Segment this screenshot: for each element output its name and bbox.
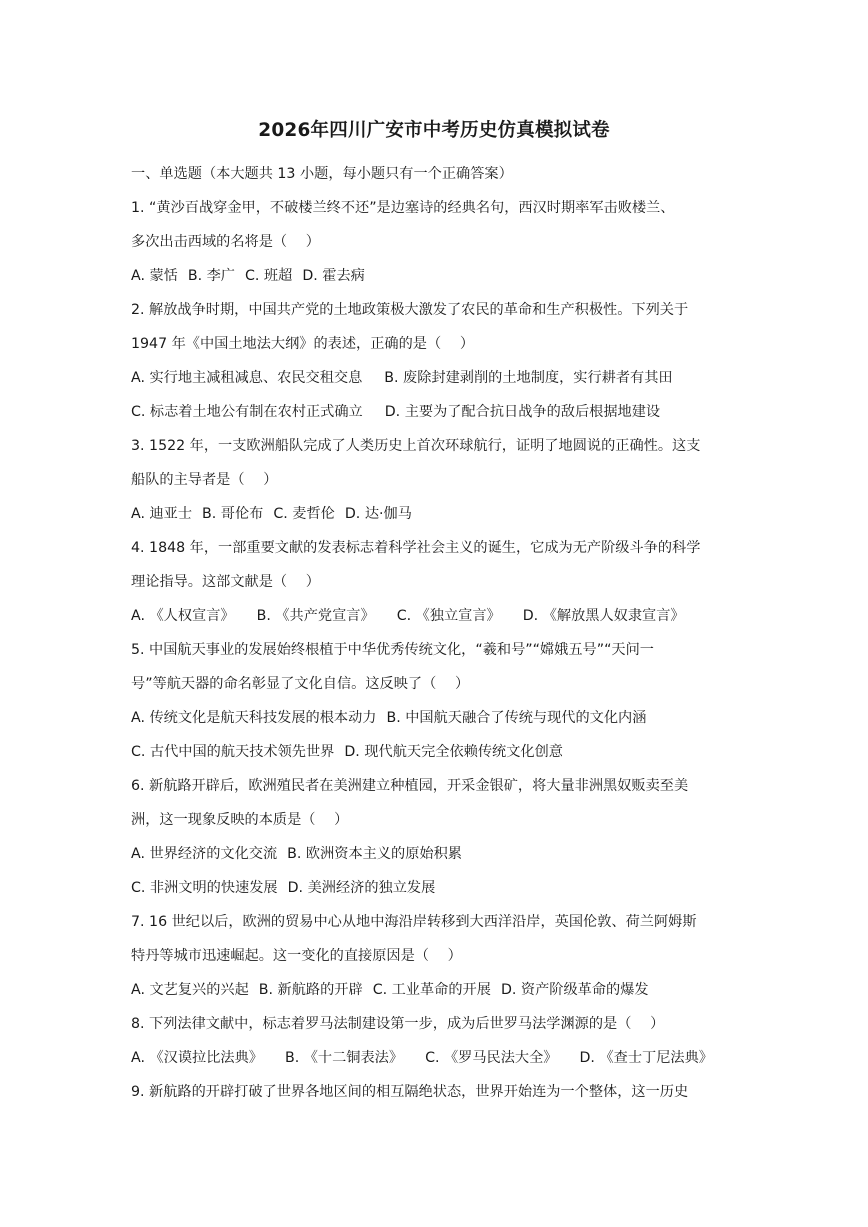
question-6-options-row-2 — [131, 871, 743, 905]
option-c: C. 古代中国的航天技术领先世界 — [131, 744, 335, 760]
question-1-line-2: 多次出击西域的名将是（ ） — [131, 234, 320, 250]
option-c: C. 标志着土地公有制在农村正式确立 — [131, 404, 363, 420]
question-1-line-1: 1. “黄沙百战穿金甲，不破楼兰终不还”是边塞诗的经典名句，西汉时期率军击败楼兰、 — [131, 200, 675, 216]
option-a: A. 《人权宣言》 — [131, 608, 235, 624]
option-c: C. 《罗马民法大全》 — [425, 1050, 558, 1066]
option-b: B. 新航路的开辟 — [258, 982, 363, 998]
option-c: C. 《独立宣言》 — [396, 608, 501, 624]
question-9-line-1: 9. 新航路的开辟打破了世界各地区间的相互隔绝状态，世界开始连为一个整体，这一历史 — [131, 1084, 689, 1100]
option-a: A. 实行地主减租减息、农民交租交息 — [131, 370, 363, 386]
option-c: C. 班超 — [245, 268, 293, 284]
option-c: C. 非洲文明的快速发展 — [131, 880, 278, 896]
question-4-options — [131, 599, 743, 633]
option-b: B. 欧洲资本主义的原始积累 — [287, 846, 462, 862]
exam-title: 2026年四川广安市中考历史仿真模拟试卷 — [258, 120, 610, 141]
option-c: C. 麦哲伦 — [273, 506, 335, 522]
option-b: B. 中国航天融合了传统与现代的文化内涵 — [386, 710, 647, 726]
question-3-line-2: 船队的主导者是（ ） — [131, 472, 278, 488]
question-1-options — [131, 259, 743, 293]
option-b: B. 《共产党宣言》 — [256, 608, 375, 624]
question-2-line-2: 1947 年《中国土地法大纲》的表述，正确的是（ ） — [131, 336, 475, 352]
question-4-line-1: 4. 1848 年，一部重要文献的发表标志着科学社会主义的诞生，它成为无产阶级斗争的科学 — [131, 540, 701, 556]
question-5-options-row-1 — [131, 701, 743, 735]
option-d: D. 主要为了配合抗日战争的敌后根据地建设 — [384, 404, 661, 420]
option-d: D. 美洲经济的独立发展 — [287, 880, 436, 896]
question-4-line-2: 理论指导。这部文献是（ ） — [131, 574, 320, 590]
option-b: B. 哥伦布 — [202, 506, 264, 522]
option-a: A. 传统文化是航天科技发展的根本动力 — [131, 710, 377, 726]
option-a: A. 文艺复兴的兴起 — [131, 982, 249, 998]
question-2-line-1: 2. 解放战争时期，中国共产党的土地政策极大激发了农民的革命和生产积极性。下列关于 — [131, 302, 689, 318]
option-d: D. 《查士丁尼法典》 — [579, 1050, 713, 1066]
question-8-line-1: 8. 下列法律文献中，标志着罗马法制建设第一步，成为后世罗马法学渊源的是（ ） — [131, 1016, 665, 1032]
question-7-options — [131, 973, 743, 1007]
question-6-line-1: 6. 新航路开辟后，欧洲殖民者在美洲建立种植园，开采金银矿，将大量非洲黑奴贩卖至美 — [131, 778, 689, 794]
question-2-options-row-2 — [131, 395, 743, 429]
section-heading: 一、单选题（本大题共 13 小题，每小题只有一个正确答案） — [131, 166, 513, 182]
option-a: A. 世界经济的文化交流 — [131, 846, 278, 862]
question-5-line-1: 5. 中国航天事业的发展始终根植于中华优秀传统文化，“羲和号”“嫦娥五号”“天问一 — [131, 642, 654, 658]
option-d: D. 资产阶级革命的爆发 — [500, 982, 649, 998]
option-b: B. 废除封建剥削的土地制度，实行耕者有其田 — [384, 370, 673, 386]
exam-content — [131, 157, 743, 1109]
option-c: C. 工业革命的开展 — [372, 982, 491, 998]
option-a: A. 《汉谟拉比法典》 — [131, 1050, 263, 1066]
question-5-options-row-2 — [131, 735, 743, 769]
option-d: D. 现代航天完全依赖传统文化创意 — [344, 744, 563, 760]
option-a: A. 迪亚士 — [131, 506, 193, 522]
option-b: B. 《十二铜表法》 — [284, 1050, 404, 1066]
question-6-options-row-1 — [131, 837, 743, 871]
option-b: B. 李广 — [187, 268, 235, 284]
question-8-options — [131, 1041, 743, 1075]
option-d: D. 《解放黑人奴隶宣言》 — [522, 608, 685, 624]
option-d: D. 达·伽马 — [344, 506, 412, 522]
option-a: A. 蒙恬 — [131, 268, 178, 284]
question-2-options-row-1 — [131, 361, 743, 395]
question-6-line-2: 洲，这一现象反映的本质是（ ） — [131, 812, 349, 828]
question-7-line-2: 特丹等城市迅速崛起。这一变化的直接原因是（ ） — [131, 948, 462, 964]
question-5-line-2: 号”等航天器的命名彰显了文化自信。这反映了（ ） — [131, 676, 470, 692]
question-3-line-1: 3. 1522 年，一支欧洲船队完成了人类历史上首次环球航行，证明了地圆说的正确性。这支 — [131, 438, 701, 454]
option-d: D. 霍去病 — [302, 268, 365, 284]
question-3-options — [131, 497, 743, 531]
question-7-line-1: 7. 16 世纪以后，欧洲的贸易中心从地中海沿岸转移到大西洋沿岸，英国伦敦、荷兰阿姆斯 — [131, 914, 697, 930]
